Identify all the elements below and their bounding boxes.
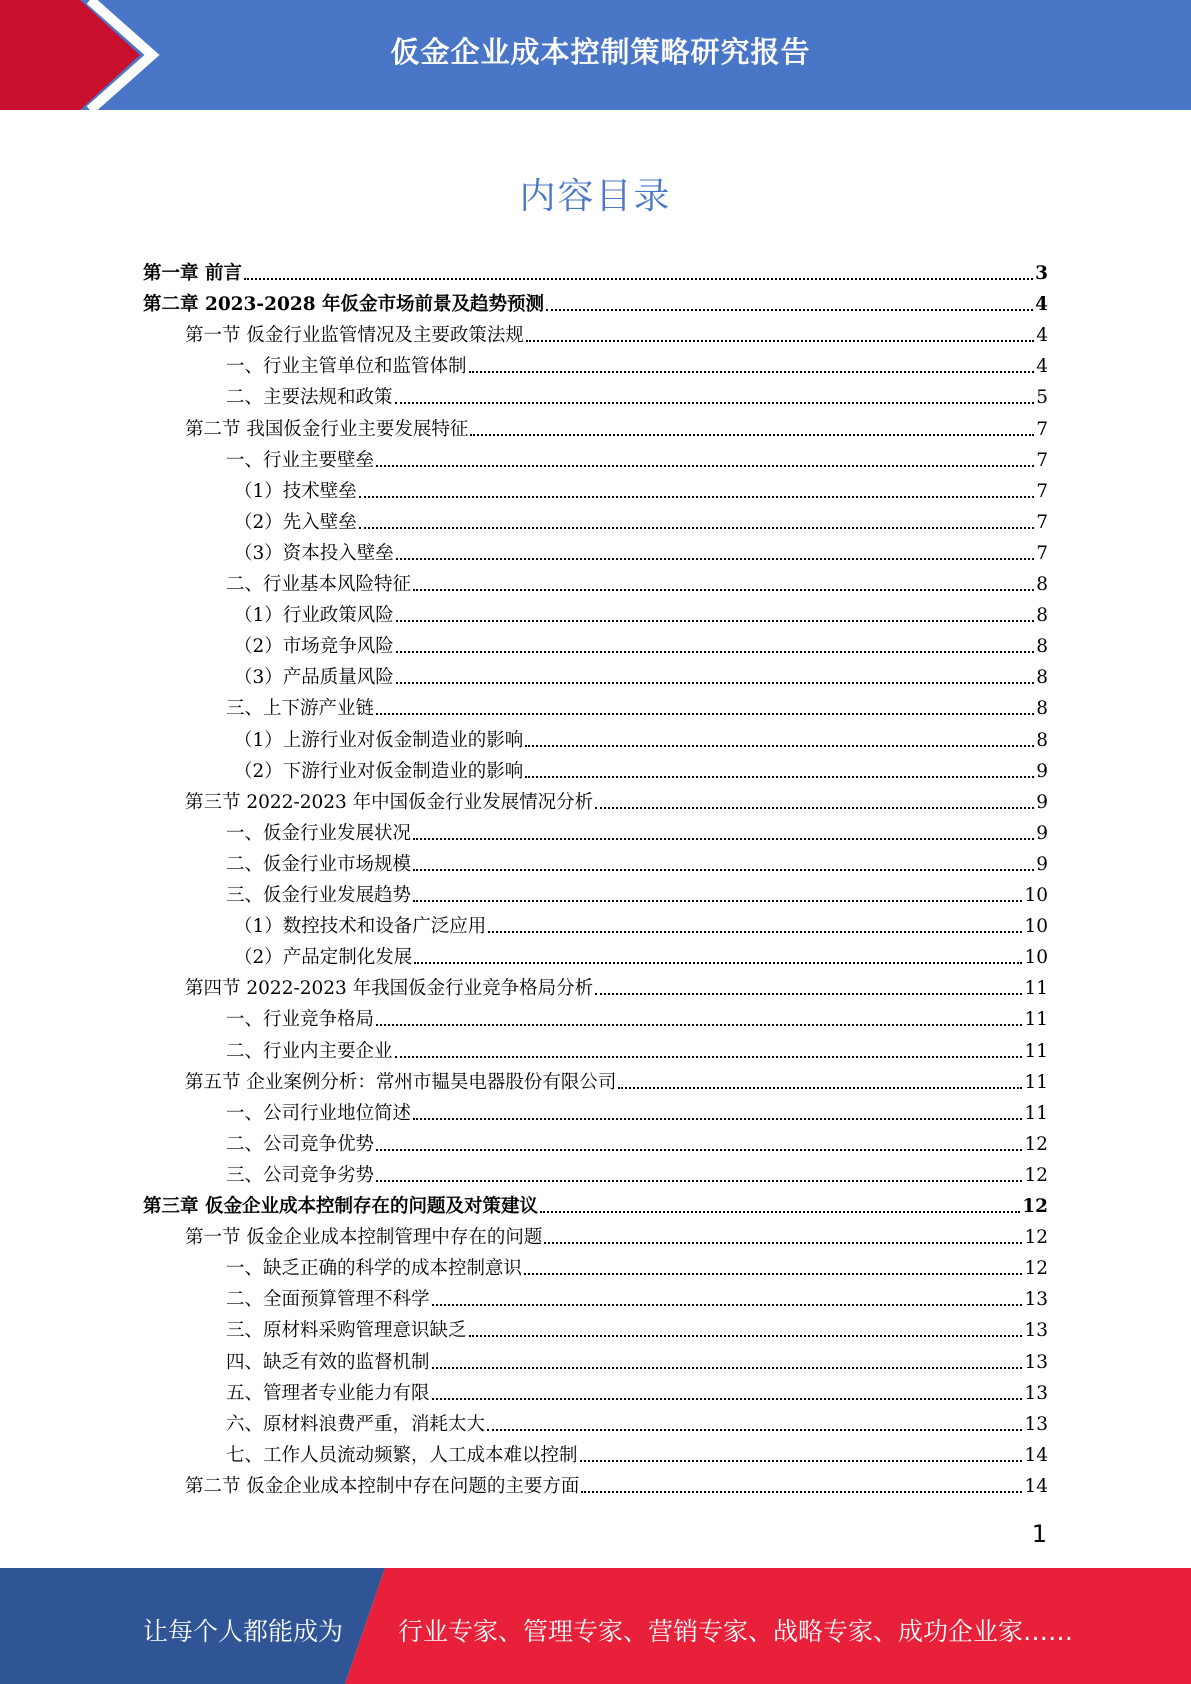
toc-entry-page: 12 xyxy=(1024,1258,1048,1280)
toc-entry-title: 二、仮金行业市场规模 xyxy=(226,853,412,875)
toc-entry-title: 二、行业内主要企业 xyxy=(226,1040,393,1062)
toc-entry-page: 9 xyxy=(1036,822,1048,844)
toc-entry[interactable] xyxy=(226,1125,1048,1156)
toc-entry-title: 第五节 企业案例分析：常州市韫昊电器股份有限公司 xyxy=(185,1071,617,1093)
toc-dot-leader xyxy=(432,1367,1023,1369)
toc-entry-title: （2）产品定制化发展 xyxy=(234,947,413,969)
toc-dot-leader xyxy=(376,1180,1022,1182)
toc-dot-leader xyxy=(487,1429,1022,1431)
toc-entry[interactable] xyxy=(226,1343,1048,1374)
toc-entry[interactable] xyxy=(226,1436,1048,1467)
toc-dot-leader xyxy=(376,1024,1022,1026)
toc-dot-leader xyxy=(432,1304,1023,1306)
toc-entry-page: 11 xyxy=(1024,1040,1048,1062)
toc-entry-page: 8 xyxy=(1036,605,1048,627)
toc-dot-leader xyxy=(413,838,1034,840)
toc-entry-page: 12 xyxy=(1024,1227,1048,1249)
toc-entry-title: （3）产品质量风险 xyxy=(234,667,394,689)
report-title: 仮金企业成本控制策略研究报告 xyxy=(390,35,811,69)
toc-entry[interactable] xyxy=(226,1311,1048,1342)
toc-entry[interactable] xyxy=(185,316,1048,347)
toc-dot-leader xyxy=(432,1398,1023,1400)
toc-entry-title: 三、原材料采购管理意识缺乏 xyxy=(226,1320,467,1342)
toc-entry-page: 7 xyxy=(1036,449,1048,471)
toc-entry-title: 一、行业主要壁垒 xyxy=(226,449,375,471)
toc-entry[interactable] xyxy=(226,845,1048,876)
toc-entry[interactable] xyxy=(185,1218,1048,1249)
toc-entry[interactable] xyxy=(226,565,1048,596)
toc-entry[interactable] xyxy=(226,1156,1048,1187)
toc-entry[interactable] xyxy=(226,689,1048,720)
toc-entry-page: 11 xyxy=(1024,1009,1048,1031)
toc-dot-leader xyxy=(595,807,1034,809)
toc-entry[interactable] xyxy=(226,1000,1048,1031)
toc-entry-title: 三、仮金行业发展趋势 xyxy=(226,885,412,906)
toc-entry-title: 第一节 仮金行业监管情况及主要政策法规 xyxy=(185,325,524,347)
toc-entry[interactable] xyxy=(143,254,1048,285)
toc-entry-title: 第一节 仮金企业成本控制管理中存在的问题 xyxy=(185,1227,543,1249)
toc-entry[interactable] xyxy=(226,378,1048,409)
toc-entry-title: （2）市场竞争风险 xyxy=(234,636,394,658)
toc-entry-page: 3 xyxy=(1035,263,1048,284)
toc-dot-leader xyxy=(540,1211,1020,1213)
toc-entry-title: 一、公司行业地位简述 xyxy=(226,1102,412,1124)
toc-dot-leader xyxy=(580,1460,1023,1462)
toc-dot-leader xyxy=(469,371,1035,373)
toc-dot-leader xyxy=(595,993,1022,995)
toc-entry-page: 4 xyxy=(1036,356,1048,378)
toc-entry[interactable] xyxy=(143,1187,1048,1218)
footer-banner xyxy=(0,1568,1191,1684)
toc-entry-page: 14 xyxy=(1024,1475,1048,1497)
toc-entry-title: （2）先入壁垒 xyxy=(234,511,357,533)
toc-dot-leader xyxy=(526,340,1034,342)
toc-entry[interactable] xyxy=(226,1249,1048,1280)
toc-entry-page: 11 xyxy=(1024,1071,1048,1093)
toc-entry[interactable] xyxy=(226,1280,1048,1311)
toc-entry-page: 4 xyxy=(1035,294,1048,316)
toc-entry[interactable] xyxy=(226,1374,1048,1405)
toc-entry-title: 四、缺乏有效的监督机制 xyxy=(226,1351,430,1373)
toc-dot-leader xyxy=(470,434,1034,436)
toc-dot-leader xyxy=(488,931,1022,933)
toc-entry-title: 第二章 2023-2028 年仮金市场前景及趋势预测 xyxy=(143,294,545,316)
toc-entry-title: 第二节 我国仮金行业主要发展特征 xyxy=(185,418,469,440)
toc-entry-title: （1）行业政策风险 xyxy=(234,605,394,627)
toc-entry-title: 二、公司竞争优势 xyxy=(226,1133,375,1155)
toc-entry-page: 12 xyxy=(1024,1133,1048,1155)
toc-entry-page: 11 xyxy=(1024,1102,1048,1124)
toc-dot-leader xyxy=(396,558,1034,560)
toc-entry[interactable] xyxy=(185,1467,1048,1498)
toc-entry[interactable] xyxy=(234,721,1048,752)
toc-dot-leader xyxy=(413,900,1022,902)
toc-entry[interactable] xyxy=(234,503,1048,534)
toc-entry-title: 一、行业主管单位和监管体制 xyxy=(226,356,467,378)
toc-entry-page: 8 xyxy=(1036,729,1048,751)
toc-entry-page: 7 xyxy=(1036,511,1048,533)
toc-entry-page: 10 xyxy=(1024,947,1048,969)
toc-entry-title: 第四节 2022-2023 年我国仮金行业竞争格局分析 xyxy=(185,978,594,1000)
toc-dot-leader xyxy=(396,682,1034,684)
toc-entry-page: 10 xyxy=(1024,916,1048,938)
toc-entry[interactable] xyxy=(185,969,1048,1000)
toc-entry-page: 8 xyxy=(1036,636,1048,658)
toc-entry-page: 12 xyxy=(1024,1164,1048,1186)
toc-dot-leader xyxy=(413,869,1034,871)
toc-entry-title: （1）技术壁垒 xyxy=(234,480,357,502)
toc-entry-title: 二、主要法规和政策 xyxy=(226,387,393,409)
toc-entry-title: （1）数控技术和设备广泛应用 xyxy=(234,916,487,938)
toc-entry-page: 5 xyxy=(1036,387,1048,409)
toc-entry[interactable] xyxy=(143,285,1048,316)
toc-dot-leader xyxy=(413,1118,1022,1120)
toc-entry-page: 8 xyxy=(1036,698,1048,720)
toc-dot-leader xyxy=(469,1335,1023,1337)
toc-entry[interactable] xyxy=(234,658,1048,689)
toc-entry[interactable] xyxy=(234,472,1048,503)
toc-dot-leader xyxy=(581,1491,1022,1493)
toc-entry-page: 8 xyxy=(1036,667,1048,689)
toc-entry-title: （2）下游行业对仮金制造业的影响 xyxy=(234,760,524,782)
toc-entry-page: 13 xyxy=(1024,1351,1048,1373)
toc-entry-page: 8 xyxy=(1036,574,1048,595)
toc-entry-page: 14 xyxy=(1024,1444,1048,1466)
toc-entry[interactable] xyxy=(226,1094,1048,1125)
toc-entry[interactable] xyxy=(234,938,1048,969)
toc-dot-leader xyxy=(544,1242,1022,1244)
toc-entry[interactable] xyxy=(234,752,1048,783)
toc-entry-page: 4 xyxy=(1036,325,1048,347)
toc-entry[interactable] xyxy=(234,534,1048,565)
toc-entry-title: 三、公司竞争劣势 xyxy=(226,1164,375,1186)
toc-dot-leader xyxy=(395,1056,1023,1058)
toc-entry-title: 一、行业竞争格局 xyxy=(226,1009,375,1031)
toc-entry[interactable] xyxy=(234,907,1048,938)
toc-entry[interactable] xyxy=(226,876,1048,907)
toc-entry-title: （1）上游行业对仮金制造业的影响 xyxy=(234,729,524,751)
toc-dot-leader xyxy=(359,496,1034,498)
toc-dot-leader xyxy=(618,1087,1022,1089)
toc-entry-page: 13 xyxy=(1024,1320,1048,1342)
toc-dot-leader xyxy=(524,1273,1022,1275)
toc-entry[interactable] xyxy=(226,1032,1048,1063)
toc-entry[interactable] xyxy=(185,783,1048,814)
toc-dot-leader xyxy=(376,465,1034,467)
toc-entry-page: 13 xyxy=(1024,1289,1048,1311)
footer-slogan-right: 行业专家、管理专家、营销专家、战略专家、成功企业家…… xyxy=(398,1617,1074,1646)
toc-dot-leader xyxy=(414,962,1022,964)
toc-dot-leader xyxy=(396,651,1034,653)
toc-entry-page: 10 xyxy=(1024,885,1048,906)
toc-dot-leader xyxy=(396,620,1034,622)
page-number: 1 xyxy=(1031,1520,1047,1548)
toc-entry-title: 二、行业基本风险特征 xyxy=(226,574,412,595)
toc-heading: 内容目录 xyxy=(519,176,672,217)
footer-slogan-left: 让每个人都能成为 xyxy=(143,1617,344,1646)
toc-entry-title: 第三章 仮金企业成本控制存在的问题及对策建议 xyxy=(143,1196,538,1217)
toc-entry-title: 一、仮金行业发展状况 xyxy=(226,822,412,844)
toc-entry[interactable] xyxy=(234,627,1048,658)
toc-entry-page: 13 xyxy=(1024,1413,1048,1435)
toc-entry-page: 12 xyxy=(1022,1196,1048,1217)
header-banner xyxy=(0,0,1191,110)
toc-entry[interactable] xyxy=(185,1063,1048,1094)
toc-entry-title: 三、上下游产业链 xyxy=(226,698,375,720)
toc-dot-leader xyxy=(546,309,1033,311)
toc-entry-title: 第一章 前言 xyxy=(143,263,242,284)
toc-entry-title: 二、全面预算管理不科学 xyxy=(226,1289,430,1311)
toc-dot-leader xyxy=(413,589,1034,591)
toc-entry-title: 第三节 2022-2023 年中国仮金行业发展情况分析 xyxy=(185,791,594,813)
toc-entry[interactable] xyxy=(226,814,1048,845)
toc-dot-leader xyxy=(525,776,1034,778)
toc-entry-title: 一、缺乏正确的科学的成本控制意识 xyxy=(226,1258,523,1280)
toc-dot-leader xyxy=(525,745,1034,747)
toc-dot-leader xyxy=(359,527,1034,529)
toc-entry[interactable] xyxy=(226,1405,1048,1436)
toc-dot-leader xyxy=(244,278,1033,280)
toc-entry-title: 六、原材料浪费严重，消耗太大 xyxy=(226,1413,486,1435)
toc-entry-page: 9 xyxy=(1036,853,1048,875)
toc-entry-page: 9 xyxy=(1036,791,1048,813)
toc-entry[interactable] xyxy=(226,347,1048,378)
toc-entry-title: （3）资本投入壁垒 xyxy=(234,542,394,564)
toc-entry-title: 七、工作人员流动频繁，人工成本难以控制 xyxy=(226,1444,578,1466)
toc-entry-page: 11 xyxy=(1024,978,1048,1000)
toc-entry-page: 13 xyxy=(1024,1382,1048,1404)
toc-entry-title: 第二节 仮金企业成本控制中存在问题的主要方面 xyxy=(185,1475,580,1497)
toc-entry-page: 7 xyxy=(1036,542,1048,564)
toc-entry-title: 五、管理者专业能力有限 xyxy=(226,1382,430,1404)
toc-entry[interactable] xyxy=(234,596,1048,627)
toc-dot-leader xyxy=(376,1149,1022,1151)
toc-dot-leader xyxy=(395,402,1035,404)
toc-dot-leader xyxy=(376,713,1034,715)
toc-entry[interactable] xyxy=(226,441,1048,472)
toc-entry-page: 9 xyxy=(1036,760,1048,782)
toc-entry-page: 7 xyxy=(1036,480,1048,502)
toc-entry[interactable] xyxy=(185,410,1048,441)
toc-entry-page: 7 xyxy=(1036,418,1048,440)
